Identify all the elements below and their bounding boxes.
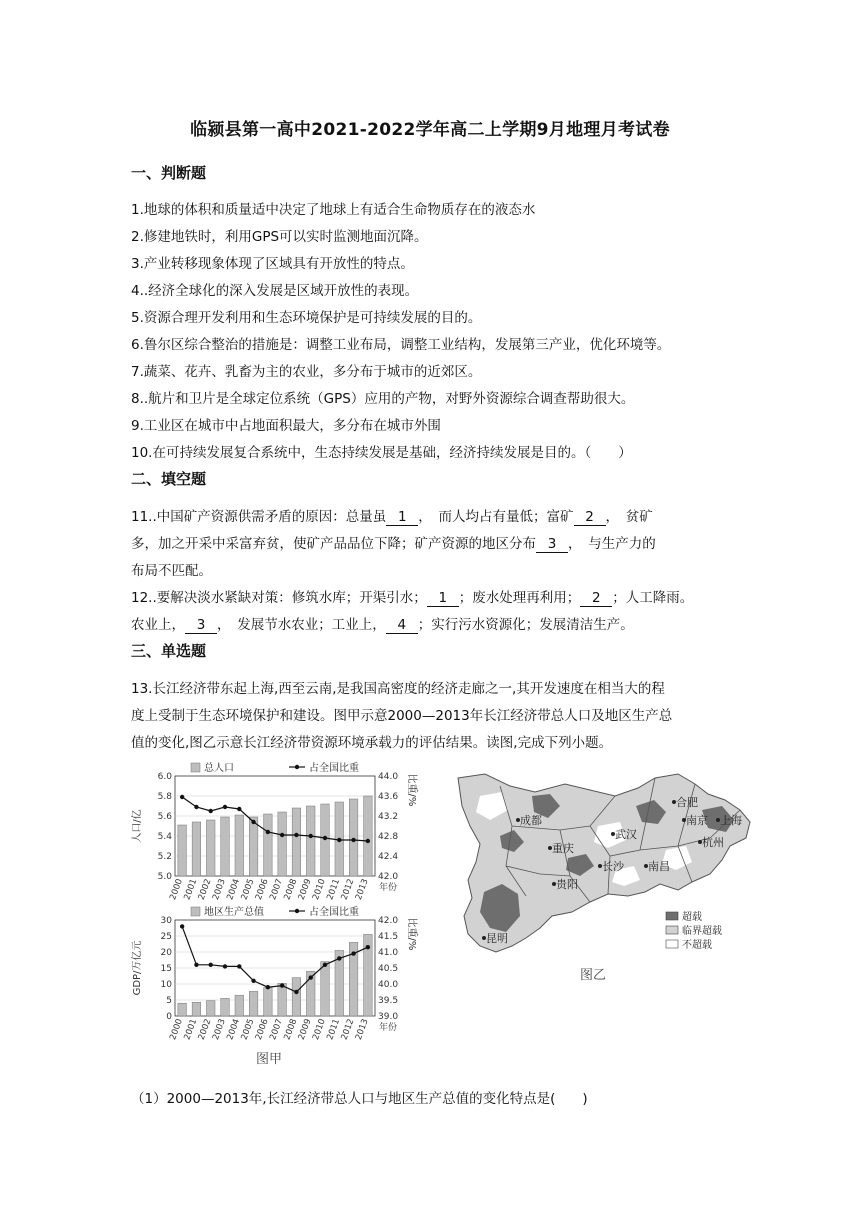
bar-2008 — [292, 978, 301, 1016]
q12-text-d: 农业上， — [131, 617, 185, 633]
bar-2010 — [321, 962, 330, 1016]
map-city-hangzhou: 杭州 — [702, 836, 724, 849]
x-tick-label: 2004 — [225, 877, 243, 902]
bar-2001 — [192, 1002, 201, 1016]
legend-bar-label: 地区生产总值 — [204, 907, 264, 918]
y-tick-label: 20 — [160, 948, 172, 958]
share-point-2005 — [251, 979, 255, 983]
bar-2003 — [221, 998, 230, 1016]
share-point-2008 — [294, 833, 298, 837]
y2-tick-label: 39.0 — [378, 1012, 399, 1022]
y-tick-label: 0 — [166, 1012, 172, 1022]
question-5: 5.资源合理开发利用和生态环境保护是可持续发展的目的。 — [131, 310, 482, 326]
x-tick-label: 2007 — [268, 877, 285, 902]
legend-line-label: 占全国比重 — [309, 763, 359, 774]
y-tick-label: 5.6 — [157, 812, 172, 822]
y-tick-label: 15 — [160, 964, 172, 974]
share-point-2000 — [180, 795, 184, 799]
x-tick-label: 2005 — [239, 877, 257, 902]
share-point-2002 — [209, 809, 213, 813]
q11-text-c: ， 贫矿 — [605, 509, 653, 525]
share-point-2002 — [209, 963, 213, 967]
y2-tick-label: 42.0 — [378, 872, 399, 882]
y-tick-label: 5.0 — [157, 872, 172, 882]
share-point-2001 — [194, 963, 198, 967]
bar-2008 — [292, 808, 301, 876]
y2-axis-title: 比重/% — [406, 773, 417, 807]
y2-tick-label: 43.2 — [378, 812, 399, 822]
figure-a-chart-population — [130, 760, 420, 910]
share-point-2004 — [237, 807, 241, 811]
q11-text-b: ， 而人均占有量低；富矿 — [418, 509, 574, 525]
figure-a-chart-gdp — [130, 906, 420, 1046]
x-tick-label: 2009 — [296, 1017, 314, 1042]
x-tick-label: 2008 — [282, 1017, 300, 1042]
y2-tick-label: 42.4 — [378, 852, 399, 862]
question-10: 10.在可持续发展复合系统中，生态持续发展是基础，经济持续发展是目的。（ ） — [131, 445, 632, 461]
share-point-2010 — [323, 963, 327, 967]
y-tick-label: 5.2 — [157, 852, 172, 862]
q12-blank-3[interactable]: 3 — [185, 617, 217, 634]
question-13-line1: 13.长江经济带东起上海,西至云南,是我国高密度的经济走廊之一,其开发速度在相当大的程 — [131, 681, 665, 697]
y2-tick-label: 43.6 — [378, 792, 399, 802]
question-12-line2 — [131, 613, 634, 634]
x-tick-label: 2000 — [168, 877, 185, 902]
x-tick-label: 2001 — [182, 877, 200, 902]
question-9: 9.工业区在城市中占地面积最大，多分布在城市外围 — [131, 418, 441, 434]
bar-2005 — [249, 817, 258, 876]
question-12-line1 — [131, 586, 693, 607]
map-legend — [666, 910, 722, 951]
y2-tick-label: 41.5 — [378, 932, 399, 942]
question-1: 1.地球的体积和质量适中决定了地球上有适合生命物质存在的液态水 — [131, 202, 536, 218]
share-point-2009 — [309, 975, 313, 979]
q11-blank-3[interactable]: 3 — [536, 536, 568, 553]
bar-2007 — [278, 812, 287, 876]
share-point-2007 — [280, 833, 284, 837]
share-point-2012 — [351, 838, 355, 842]
bar-2006 — [264, 988, 273, 1016]
map-city-nanjing: 南京 — [686, 814, 708, 827]
bar-2002 — [206, 1001, 215, 1016]
question-11-line1 — [131, 505, 653, 526]
y2-tick-label: 39.5 — [378, 996, 399, 1006]
x-tick-label: 2006 — [253, 877, 271, 902]
x-tick-label: 2007 — [268, 1017, 285, 1042]
question-7: 7.蔬菜、花卉、乳畜为主的农业，多分布于城市的近郊区。 — [131, 364, 482, 380]
x-tick-label: 2001 — [182, 1017, 200, 1042]
share-point-2012 — [351, 951, 355, 955]
y2-tick-label: 44.0 — [378, 772, 399, 782]
map-city-changsha: 长沙 — [602, 860, 624, 873]
question-11-line3: 布局不匹配。 — [131, 563, 212, 579]
map-city-shanghai: 上海 — [720, 814, 742, 827]
share-point-2011 — [337, 838, 341, 842]
map-city-nanchang: 南昌 — [648, 860, 670, 873]
q12-text-e: ， 发展节水农业；工业上， — [217, 617, 386, 633]
plot-frame — [175, 776, 375, 876]
bar-2001 — [192, 822, 201, 876]
map-city-chongqing: 重庆 — [552, 842, 574, 855]
y2-axis-title: 比重/% — [406, 917, 417, 951]
y-tick-label: 10 — [160, 980, 172, 990]
share-point-2000 — [180, 924, 184, 928]
x-axis-title: 年份 — [379, 1023, 398, 1033]
x-tick-label: 2008 — [282, 877, 300, 902]
share-point-2010 — [323, 836, 327, 840]
map-city-chengdu: 成都 — [520, 814, 542, 827]
q12-text-c: ；人工降雨。 — [612, 590, 694, 606]
question-6: 6.鲁尔区综合整治的措施是：调整工业布局，调整工业结构，发展第三产业，优化环境等。 — [131, 337, 671, 353]
figure-b-caption: 图乙 — [580, 968, 607, 983]
figure-b-map — [440, 766, 760, 966]
share-point-2013 — [366, 945, 370, 949]
y2-tick-label: 41.0 — [378, 948, 399, 958]
legend-bar-label: 总人口 — [204, 763, 234, 774]
share-point-2003 — [223, 964, 227, 968]
legend-critical: 临界超载 — [682, 926, 722, 937]
share-point-2003 — [223, 805, 227, 809]
q11-text-d: 多，加之开采中采富弃贫，使矿产品品位下降；矿产资源的地区分布 — [131, 536, 536, 552]
question-13-sub1: （1）2000—2013年,长江经济带总人口与地区生产总值的变化特点是( ) — [131, 1091, 588, 1107]
q12-text-f: ；实行污水资源化；发展清洁生产。 — [417, 617, 634, 633]
q12-blank-2[interactable]: 2 — [580, 590, 612, 607]
bar-2000 — [178, 1003, 187, 1016]
y-axis-title: 人口/亿 — [132, 809, 143, 843]
share-point-2006 — [266, 985, 270, 989]
x-tick-label: 2010 — [311, 1017, 328, 1042]
map-city-wuhan: 武汉 — [615, 828, 637, 841]
legend-line-dot — [295, 765, 299, 769]
q12-blank-4[interactable]: 4 — [386, 617, 418, 634]
question-8: 8..航片和卫片是全球定位系统（GPS）应用的产物，对野外资源综合调查帮助很大。 — [131, 391, 635, 407]
q11-text-e: ， 与生产力的 — [568, 536, 656, 552]
bar-2002 — [206, 820, 215, 876]
bar-2003 — [221, 817, 230, 876]
bar-2004 — [235, 995, 244, 1016]
map-city-hefei: 合肥 — [676, 796, 698, 809]
q11-blank-1[interactable]: 1 — [386, 509, 418, 526]
bar-2013 — [364, 796, 373, 876]
q11-text-a: 11..中国矿产资源供需矛盾的原因：总量虽 — [131, 509, 387, 525]
legend-bar-swatch — [191, 763, 200, 772]
x-tick-label: 2010 — [311, 877, 328, 902]
y2-tick-label: 42.8 — [378, 832, 399, 842]
x-tick-label: 2003 — [211, 1017, 228, 1042]
x-tick-label: 2005 — [239, 1017, 257, 1042]
x-tick-label: 2011 — [325, 877, 343, 902]
section-choice-heading: 三、单选题 — [131, 642, 207, 660]
share-point-2011 — [337, 956, 341, 960]
bar-2006 — [264, 814, 273, 876]
x-tick-label: 2011 — [325, 1017, 343, 1042]
q11-blank-2[interactable]: 2 — [574, 509, 606, 526]
x-tick-label: 2013 — [353, 877, 371, 902]
q12-text-b: ；废水处理再利用； — [458, 590, 581, 606]
x-tick-label: 2012 — [339, 1017, 357, 1042]
y-tick-label: 25 — [160, 932, 172, 942]
x-tick-label: 2000 — [168, 1017, 185, 1042]
bar-2009 — [306, 806, 315, 876]
question-11-line2 — [131, 532, 656, 553]
y-tick-label: 5.4 — [157, 832, 172, 842]
y-tick-label: 5.8 — [157, 792, 172, 802]
bar-2012 — [349, 799, 358, 876]
x-tick-label: 2012 — [339, 877, 357, 902]
x-tick-label: 2013 — [353, 1017, 371, 1042]
q12-text-a: 12..要解决淡水紧缺对策：修筑水库；开渠引水； — [131, 590, 427, 606]
x-tick-label: 2002 — [196, 1017, 214, 1042]
legend-not-overload: 不超载 — [682, 940, 712, 951]
x-axis-title: 年份 — [379, 883, 398, 893]
legend-overload: 超载 — [682, 912, 702, 923]
x-tick-label: 2004 — [225, 1017, 243, 1042]
legend-line-dot — [295, 909, 299, 913]
share-point-2007 — [280, 983, 284, 987]
bar-2007 — [278, 983, 287, 1016]
share-point-2006 — [266, 830, 270, 834]
bar-2000 — [178, 825, 187, 876]
section-judge-heading: 一、判断题 — [131, 164, 207, 182]
q12-blank-1[interactable]: 1 — [427, 590, 459, 607]
question-4: 4..经济全球化的深入发展是区域开放性的表现。 — [131, 283, 419, 299]
y2-tick-label: 40.5 — [378, 964, 399, 974]
x-tick-label: 2003 — [211, 877, 228, 902]
page-title: 临颍县第一高中2021-2022学年高二上学期9月地理月考试卷 — [190, 120, 670, 140]
y-tick-label: 5 — [166, 996, 172, 1006]
share-point-2013 — [366, 839, 370, 843]
question-3: 3.产业转移现象体现了区域具有开放性的特点。 — [131, 256, 414, 272]
share-point-2005 — [251, 820, 255, 824]
map-city-guiyang: 贵阳 — [556, 878, 578, 891]
share-point-2004 — [237, 964, 241, 968]
x-tick-label: 2009 — [296, 877, 314, 902]
legend-bar-swatch — [191, 907, 200, 916]
section-fill-heading: 二、填空题 — [131, 470, 207, 488]
question-13-line2: 度上受制于生态环境保护和建设。图甲示意2000—2013年长江经济带总人口及地区生产总 — [131, 708, 673, 724]
legend-line-label: 占全国比重 — [309, 907, 359, 918]
share-point-2001 — [194, 805, 198, 809]
y-tick-label: 6.0 — [157, 772, 172, 782]
x-tick-label: 2002 — [196, 877, 214, 902]
bar-2004 — [235, 815, 244, 876]
share-point-2008 — [294, 990, 298, 994]
map-city-kunming: 昆明 — [486, 932, 508, 945]
question-2: 2.修建地铁时，利用GPS可以实时监测地面沉降。 — [131, 229, 428, 245]
x-tick-label: 2006 — [253, 1017, 271, 1042]
y-tick-label: 30 — [160, 916, 172, 926]
bar-2005 — [249, 991, 258, 1016]
y2-tick-label: 40.0 — [378, 980, 399, 990]
share-point-2009 — [309, 834, 313, 838]
figure-a-caption: 图甲 — [256, 1052, 283, 1067]
y2-tick-label: 42.0 — [378, 916, 399, 926]
question-13-line3: 值的变化,图乙示意长江经济带资源环境承载力的评估结果。读图,完成下列小题。 — [131, 735, 613, 751]
y-axis-title: GDP/万亿元 — [132, 940, 143, 996]
